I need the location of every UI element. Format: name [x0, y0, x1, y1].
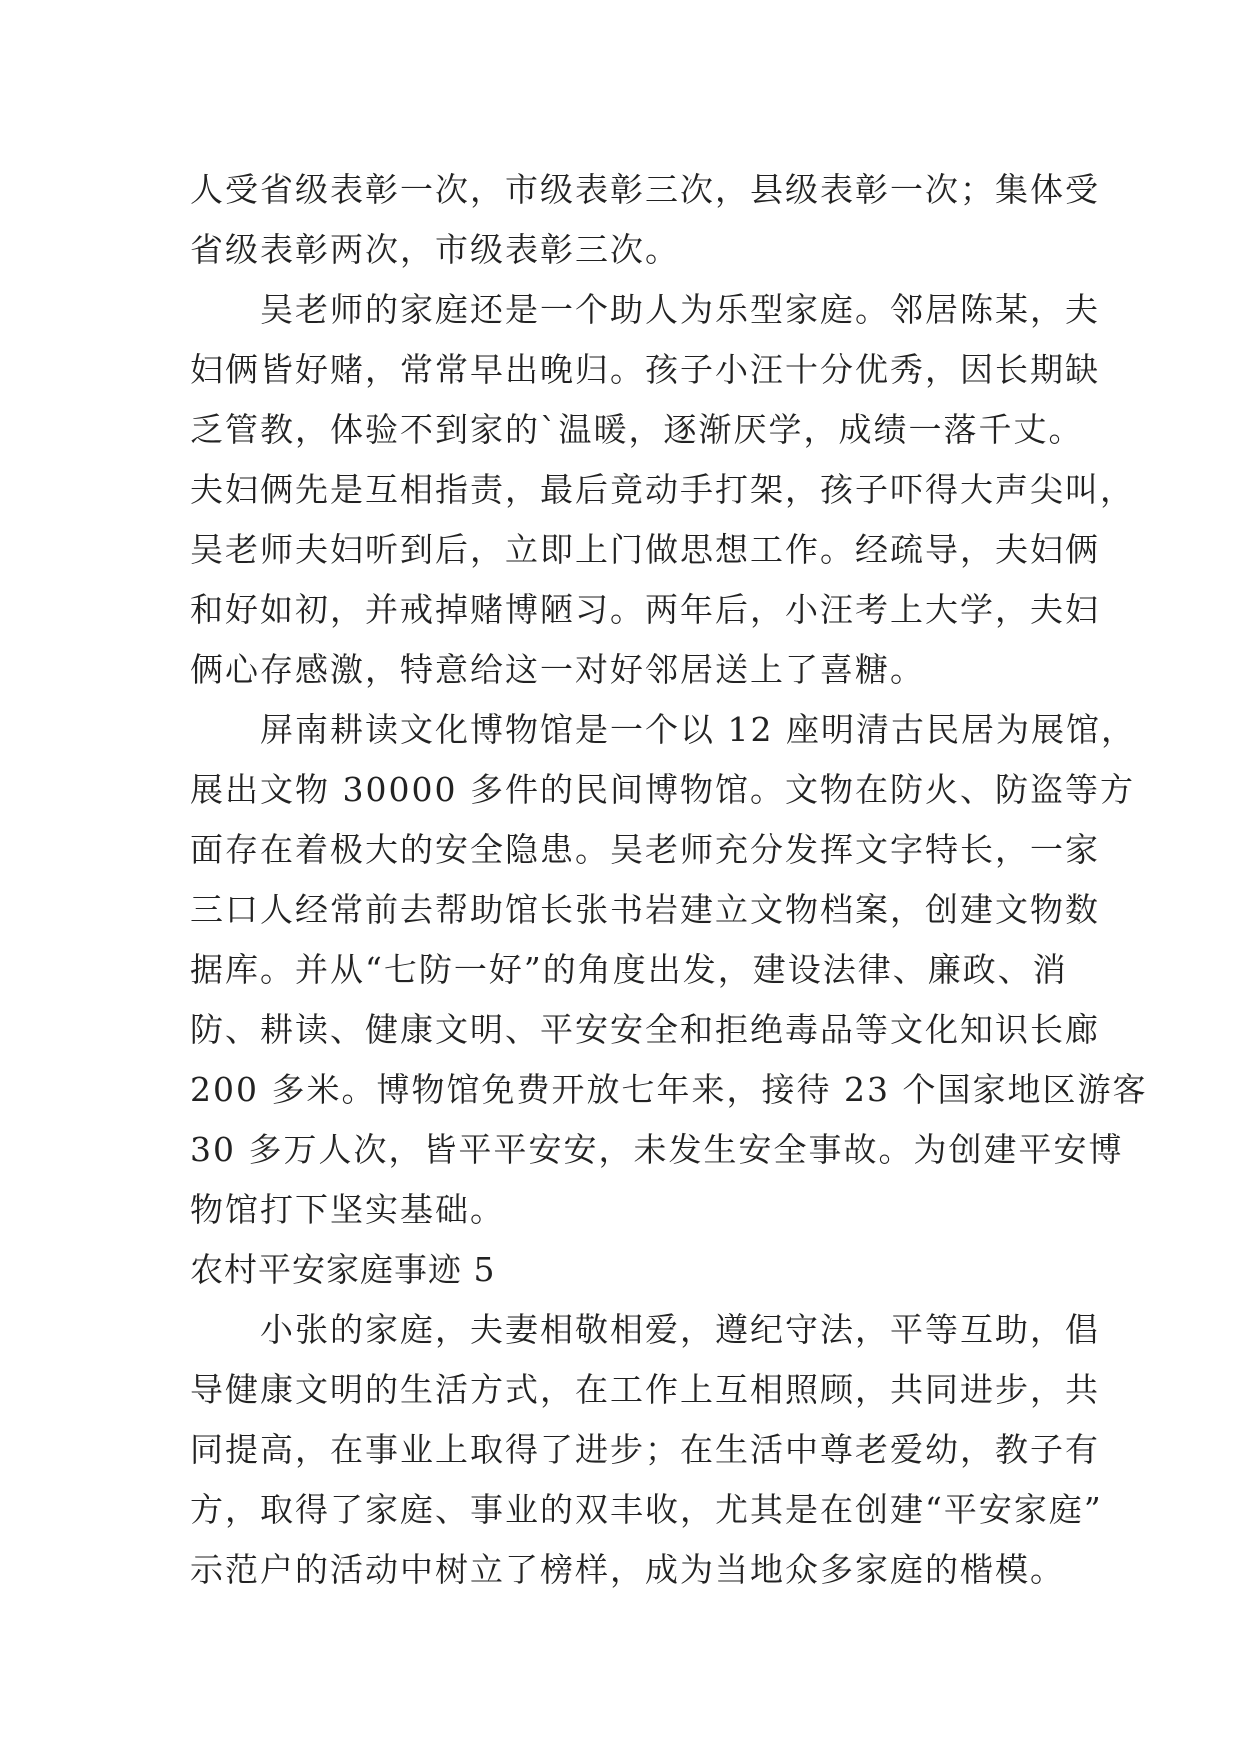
text-line: 屏南耕读文化博物馆是一个以 12 座明清古民居为展馆，	[260, 710, 1136, 749]
text-line: 人受省级表彰一次，市级表彰三次，县级表彰一次；集体受	[190, 170, 1100, 209]
text-line: 小张的家庭，夫妻相敬相爱，遵纪守法，平等互助，倡	[260, 1310, 1100, 1349]
text-line: 夫妇俩先是互相指责，最后竟动手打架，孩子吓得大声尖叫，	[190, 470, 1135, 509]
text-line: 乏管教，体验不到家的`温暖，逐渐厌学，成绩一落千丈。	[190, 410, 1084, 449]
section-heading: 农村平安家庭事迹 5	[190, 1250, 496, 1289]
text-line: 省级表彰两次，市级表彰三次。	[190, 230, 680, 269]
paragraph-continued-awards	[190, 160, 1100, 280]
document-body	[190, 160, 1148, 1600]
paragraph-museum	[190, 700, 1148, 1240]
text-line: 方，取得了家庭、事业的双丰收，尤其是在创建“平安家庭”	[190, 1490, 1103, 1529]
text-line: 妇俩皆好赌，常常早出晚归。孩子小汪十分优秀，因长期缺	[190, 350, 1100, 389]
paragraph-zhang-family	[190, 1300, 1103, 1600]
text-line: 展出文物 30000 多件的民间博物馆。文物在防火、防盗等方	[190, 770, 1135, 809]
text-line: 三口人经常前去帮助馆长张书岩建立文物档案，创建文物数	[190, 890, 1100, 929]
text-line: 同提高，在事业上取得了进步；在生活中尊老爱幼，教子有	[190, 1430, 1100, 1469]
text-line: 物馆打下坚实基础。	[190, 1190, 505, 1229]
text-line: 俩心存感激，特意给这一对好邻居送上了喜糖。	[190, 650, 925, 689]
text-line: 吴老师的家庭还是一个助人为乐型家庭。邻居陈某，夫	[260, 290, 1100, 329]
text-line: 示范户的活动中树立了榜样，成为当地众多家庭的楷模。	[190, 1550, 1065, 1589]
text-line: 导健康文明的生活方式，在工作上互相照顾，共同进步，共	[190, 1370, 1100, 1409]
text-line: 吴老师夫妇听到后，立即上门做思想工作。经疏导，夫妇俩	[190, 530, 1100, 569]
text-line: 面存在着极大的安全隐患。吴老师充分发挥文字特长，一家	[190, 830, 1100, 869]
text-line: 和好如初，并戒掉赌博陋习。两年后，小汪考上大学，夫妇	[190, 590, 1100, 629]
paragraph-wu-family	[190, 280, 1135, 700]
text-line: 200 多米。博物馆免费开放七年来，接待 23 个国家地区游客	[190, 1070, 1148, 1109]
text-line: 防、耕读、健康文明、平安安全和拒绝毒品等文化知识长廊	[190, 1010, 1100, 1049]
text-line: 据库。并从“七防一好”的角度出发，建设法律、廉政、消	[190, 950, 1068, 989]
text-line: 30 多万人次，皆平平安安，未发生安全事故。为创建平安博	[190, 1130, 1124, 1169]
